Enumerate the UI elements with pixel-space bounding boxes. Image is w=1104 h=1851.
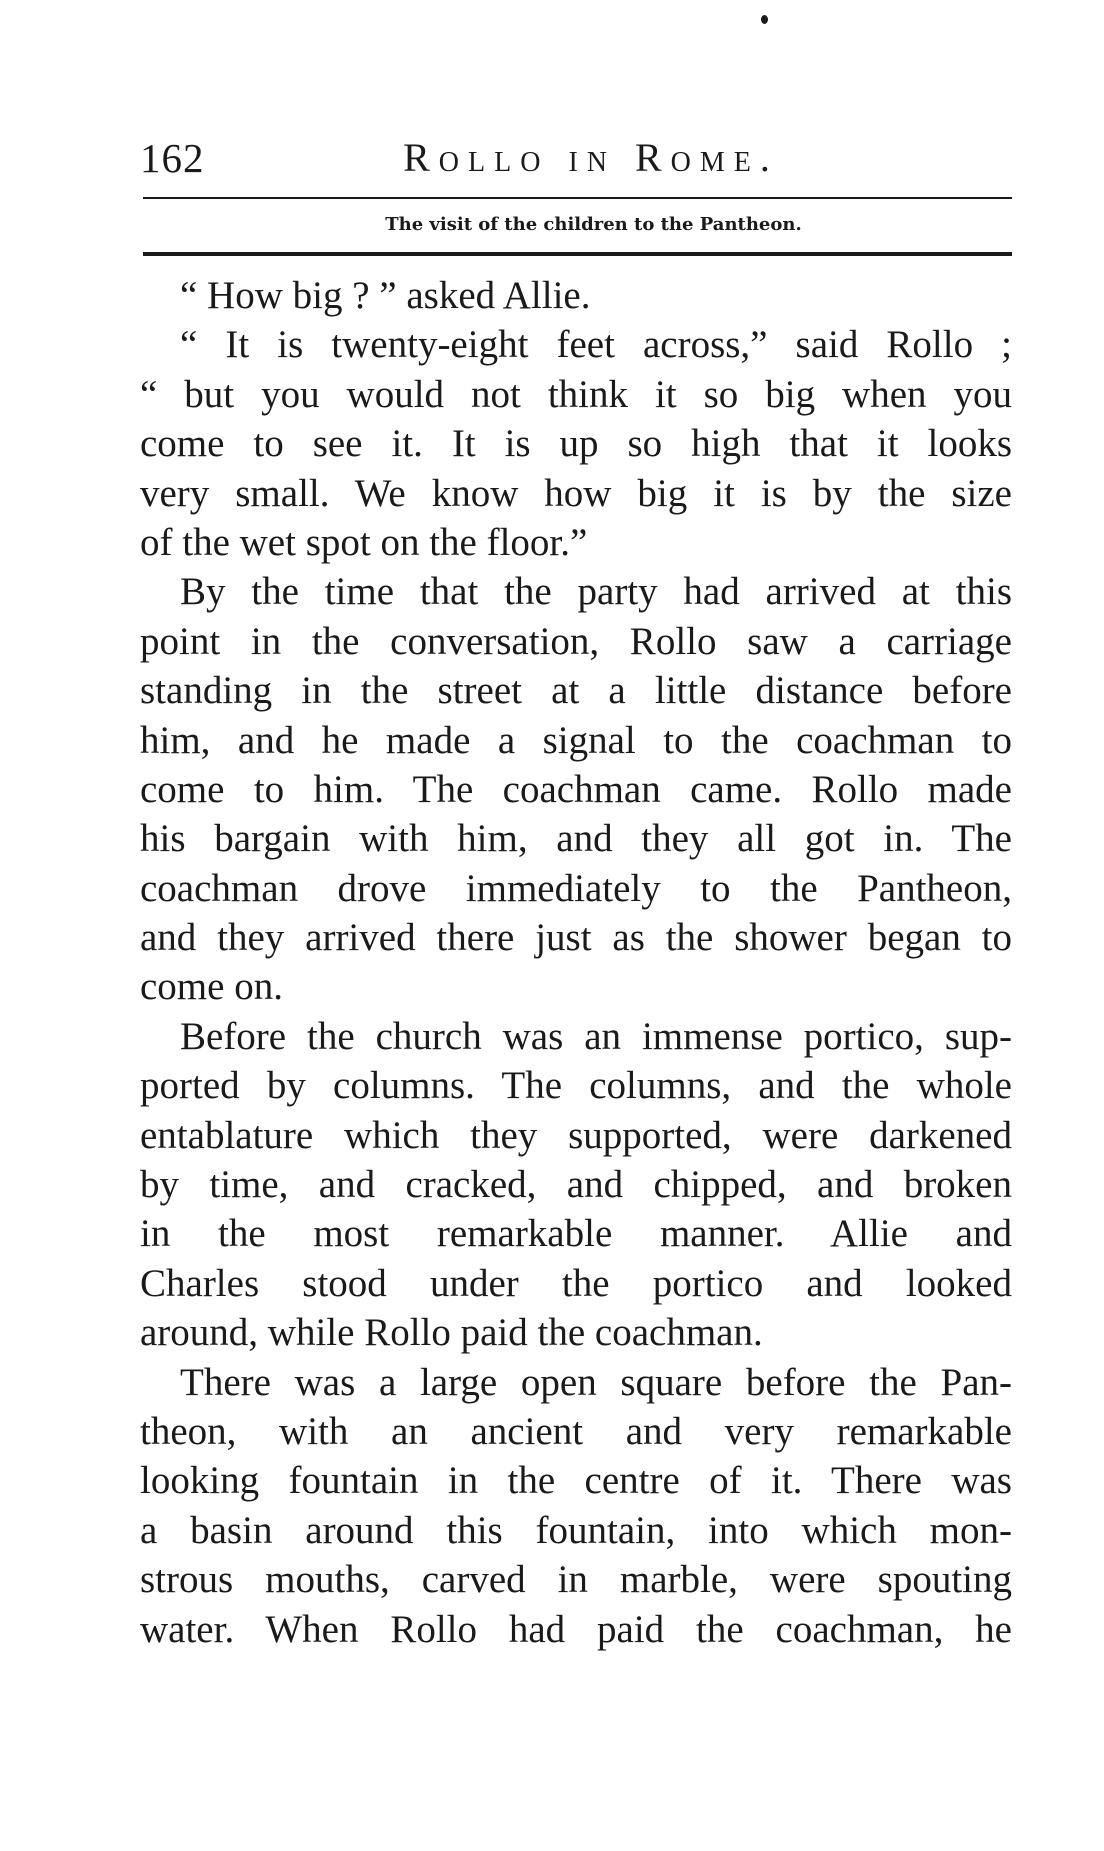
text-line: By the time that the party had arrived at this xyxy=(180,570,1012,614)
text-line: by time, and cracked, and chipped, and broken xyxy=(140,1163,1012,1207)
text-line: strous mouths, carved in marble, were spouting xyxy=(140,1558,1012,1602)
header-rule-bottom xyxy=(143,252,1012,256)
running-head xyxy=(140,130,1012,186)
text-line: and they arrived there just as the shower began to xyxy=(140,916,1012,960)
text-line: theon, with an ancient and very remarkable xyxy=(140,1409,1012,1453)
header-rule-top xyxy=(143,197,1012,199)
text-line: “ but you would not think it so big when you xyxy=(140,372,1012,416)
text-line: entablature which they supported, were darkened xyxy=(140,1113,1012,1157)
text-line: very small. We know how big it is by the size xyxy=(140,471,1012,515)
body-text xyxy=(140,271,1012,1654)
text-line: “ It is twenty-eight feet across,” said Rollo ; xyxy=(180,323,1012,367)
text-line: of the wet spot on the floor.” xyxy=(140,520,588,564)
text-line: come on. xyxy=(140,965,283,1009)
text-line: There was a large open square before the Pan- xyxy=(180,1360,1012,1404)
book-title: Rollo in Rome. xyxy=(403,135,779,180)
text-line: him, and he made a signal to the coachman to xyxy=(140,718,1012,762)
text-line: looking fountain in the centre of it. There was xyxy=(140,1459,1012,1503)
text-line: his bargain with him, and they all got in. The xyxy=(140,817,1012,861)
text-line: point in the conversation, Rollo saw a carriage xyxy=(140,619,1012,663)
text-line: around, while Rollo paid the coachman. xyxy=(140,1311,763,1355)
text-line: water. When Rollo had paid the coachman, he xyxy=(140,1607,1012,1651)
ink-speck xyxy=(761,15,768,24)
chapter-caption: The visit of the children to the Pantheon. xyxy=(385,214,802,235)
text-line: coachman drove immediately to the Pantheon, xyxy=(140,866,1012,910)
text-line: “ How big ? ” asked Allie. xyxy=(180,274,591,317)
text-line: Before the church was an immense portico, sup- xyxy=(180,1014,1012,1058)
text-line: a basin around this fountain, into which mon- xyxy=(140,1508,1012,1552)
text-line: standing in the street at a little distance before xyxy=(140,669,1012,713)
text-line: come to see it. It is up so high that it looks xyxy=(140,422,1012,466)
page-number: 162 xyxy=(140,135,205,181)
text-line: Charles stood under the portico and looked xyxy=(140,1261,1012,1305)
text-line: come to him. The coachman came. Rollo made xyxy=(140,767,1012,811)
text-line: in the most remarkable manner. Allie and xyxy=(140,1212,1012,1256)
text-line: ported by columns. The columns, and the whole xyxy=(140,1064,1012,1108)
